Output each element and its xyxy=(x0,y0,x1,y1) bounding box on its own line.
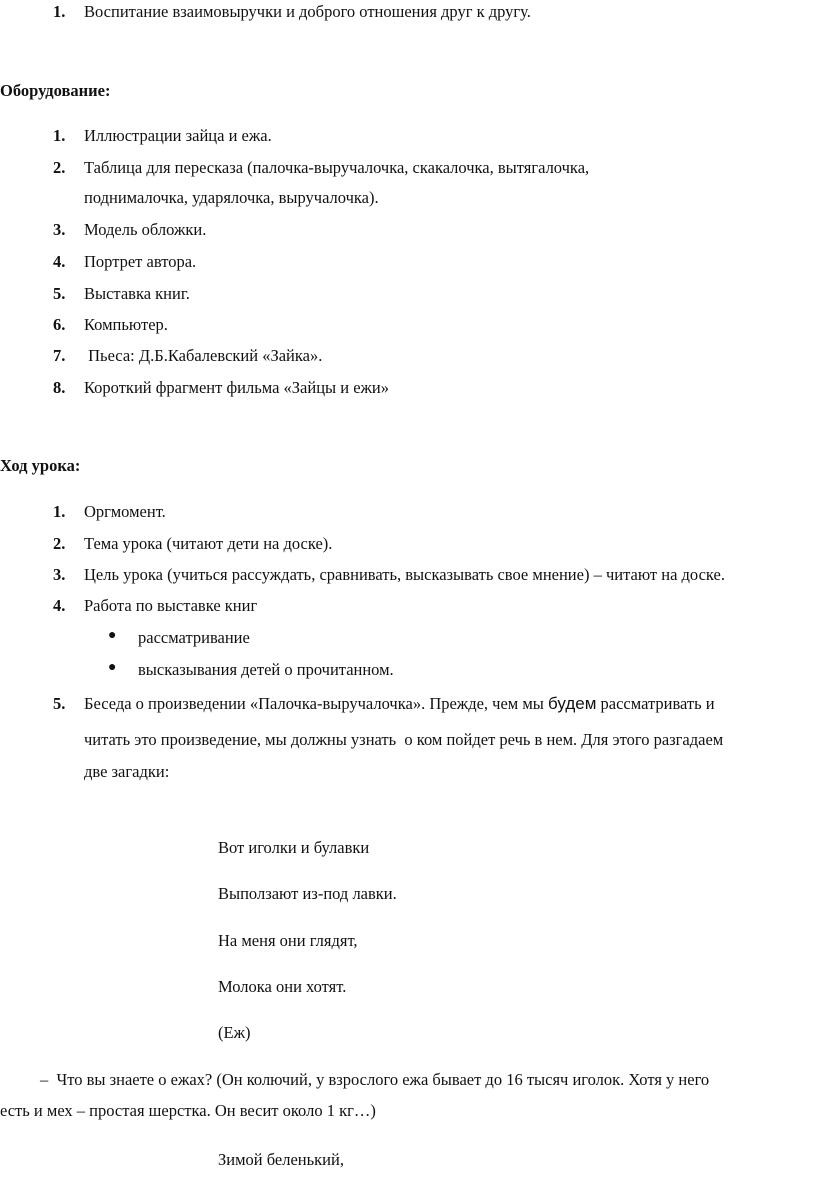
list-text: Тема урока (читают дети на доске). xyxy=(84,534,333,553)
goal-item xyxy=(0,2,816,24)
riddle-line: На меня они глядят, xyxy=(218,931,358,950)
lesson-heading: Ход урока: xyxy=(0,456,81,475)
equipment-heading: Оборудование: xyxy=(0,81,111,100)
riddle-answer: (Еж) xyxy=(218,1023,251,1042)
bullet-text: рассматривание xyxy=(138,628,250,647)
paragraph-line: – Что вы знаете о ежах? (Он колючий, у взрослого ежа бывает до 16 тысяч иголок. Хотя у него xyxy=(40,1070,710,1089)
list-number: 2. xyxy=(53,534,66,553)
text-segment: рассматривать и xyxy=(596,694,715,713)
list-number: 7. xyxy=(53,346,66,365)
list-text: Цель урока (учиться рассуждать, сравнивать, высказывать свое мнение) – читают на доске. xyxy=(84,565,725,584)
list-number: 1. xyxy=(53,502,66,521)
list-text xyxy=(84,694,715,714)
list-number: 4. xyxy=(53,252,66,271)
list-text: Портрет автора. xyxy=(84,252,197,271)
paragraph-line: есть и мех – простая шерстка. Он весит около 1 кг…) xyxy=(0,1101,376,1120)
list-number: 1. xyxy=(53,2,66,21)
list-text: Компьютер. xyxy=(84,315,168,334)
list-text: Выставка книг. xyxy=(84,284,190,303)
list-text: две загадки: xyxy=(84,762,170,781)
list-number: 5. xyxy=(53,284,66,303)
bullet-icon: ● xyxy=(108,660,117,675)
list-text: Модель обложки. xyxy=(84,220,207,239)
list-text: Пьеса: Д.Б.Кабалевский «Зайка». xyxy=(84,346,323,365)
list-number: 3. xyxy=(53,565,66,584)
list-number: 1. xyxy=(53,126,66,145)
list-number: 8. xyxy=(53,378,66,397)
list-number: 2. xyxy=(53,158,66,177)
riddle-line: Выползают из-под лавки. xyxy=(218,884,397,903)
list-number: 6. xyxy=(53,315,66,334)
text-segment-emphasis: будем xyxy=(548,694,597,713)
list-text: Работа по выставке книг xyxy=(84,596,258,615)
riddle-line: Зимой беленький, xyxy=(218,1150,344,1169)
list-text: читать это произведение, мы должны узнать о ком пойдет речь в нем. Для этого разгадаем xyxy=(84,730,724,749)
list-text: Воспитание взаимовыручки и доброго отношения друг к другу. xyxy=(84,2,531,21)
list-text: Таблица для пересказа (палочка-выручалочка, скакалочка, вытягалочка, xyxy=(84,158,590,177)
list-text: поднималочка, ударялочка, выручалочка). xyxy=(84,188,379,207)
list-text: Короткий фрагмент фильма «Зайцы и ежи» xyxy=(84,378,390,397)
riddle-line: Вот иголки и булавки xyxy=(218,838,370,857)
list-number: 3. xyxy=(53,220,66,239)
list-text: Оргмомент. xyxy=(84,502,166,521)
list-number: 5. xyxy=(53,694,66,713)
text-segment: Беседа о произведении «Палочка-выручалочка». Прежде, чем мы xyxy=(84,694,549,713)
list-text: Иллюстрации зайца и ежа. xyxy=(84,126,272,145)
bullet-text: высказывания детей о прочитанном. xyxy=(138,660,394,679)
riddle-line: Молока они хотят. xyxy=(218,977,347,996)
bullet-icon: ● xyxy=(108,628,117,643)
list-number: 4. xyxy=(53,596,66,615)
